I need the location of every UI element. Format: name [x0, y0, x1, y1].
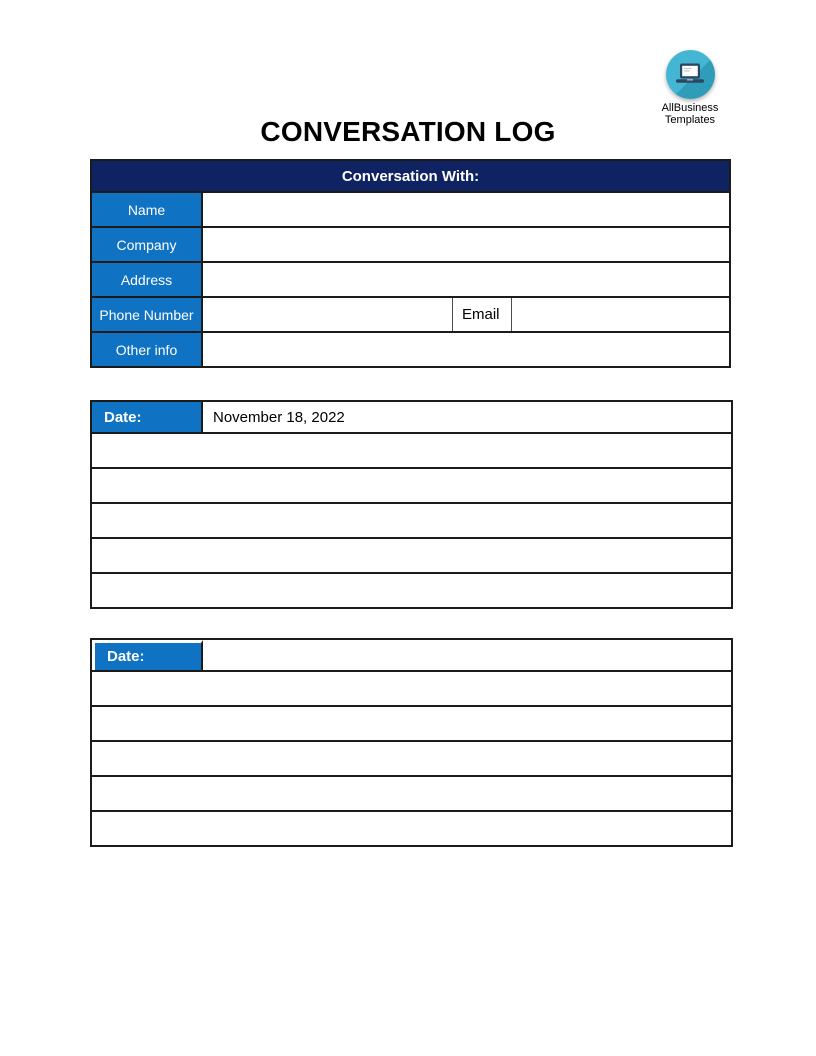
blank-log-row[interactable] [92, 810, 731, 845]
address-field[interactable] [203, 263, 729, 296]
log-table-2 [90, 638, 733, 847]
other-info-label: Other info [92, 333, 203, 366]
email-field[interactable] [512, 298, 729, 331]
table-row-phone-email [92, 296, 729, 331]
conversation-with-header: Conversation With: [92, 161, 729, 191]
address-label: Address [92, 263, 203, 296]
laptop-icon [674, 62, 706, 87]
table-row-name [92, 191, 729, 226]
name-field[interactable] [203, 193, 729, 226]
company-field[interactable] [203, 228, 729, 261]
date-field[interactable] [203, 640, 731, 670]
blank-log-row[interactable] [92, 502, 731, 537]
log-table-2-header [92, 640, 731, 670]
logo-text-line1: AllBusiness [661, 102, 719, 114]
log-table-1-header [92, 402, 731, 432]
page-title: CONVERSATION LOG [260, 116, 556, 147]
logo-text-line2: Templates [664, 114, 716, 126]
allbusiness-templates-logo [648, 50, 732, 126]
blank-log-row[interactable] [92, 572, 731, 607]
table-row-other-info [92, 331, 729, 366]
company-label: Company [92, 228, 203, 261]
table-row-address [92, 261, 729, 296]
blank-log-row[interactable] [92, 740, 731, 775]
blank-log-row[interactable] [92, 537, 731, 572]
email-label: Email [453, 298, 512, 331]
phone-number-field[interactable] [203, 298, 453, 331]
name-label: Name [92, 193, 203, 226]
blank-log-row[interactable] [92, 432, 731, 467]
date-label: Date: [92, 402, 203, 432]
blank-log-row[interactable] [92, 705, 731, 740]
blank-log-row[interactable] [92, 467, 731, 502]
other-info-field[interactable] [203, 333, 729, 366]
table-row-company [92, 226, 729, 261]
conversation-with-table [90, 159, 731, 368]
blank-log-row[interactable] [92, 775, 731, 810]
blank-log-row[interactable] [92, 670, 731, 705]
phone-number-label: Phone Number [92, 298, 203, 331]
logo-circle [666, 50, 715, 99]
date-label: Date: [92, 640, 203, 670]
date-field[interactable]: November 18, 2022 [203, 402, 731, 432]
log-table-1 [90, 400, 733, 609]
